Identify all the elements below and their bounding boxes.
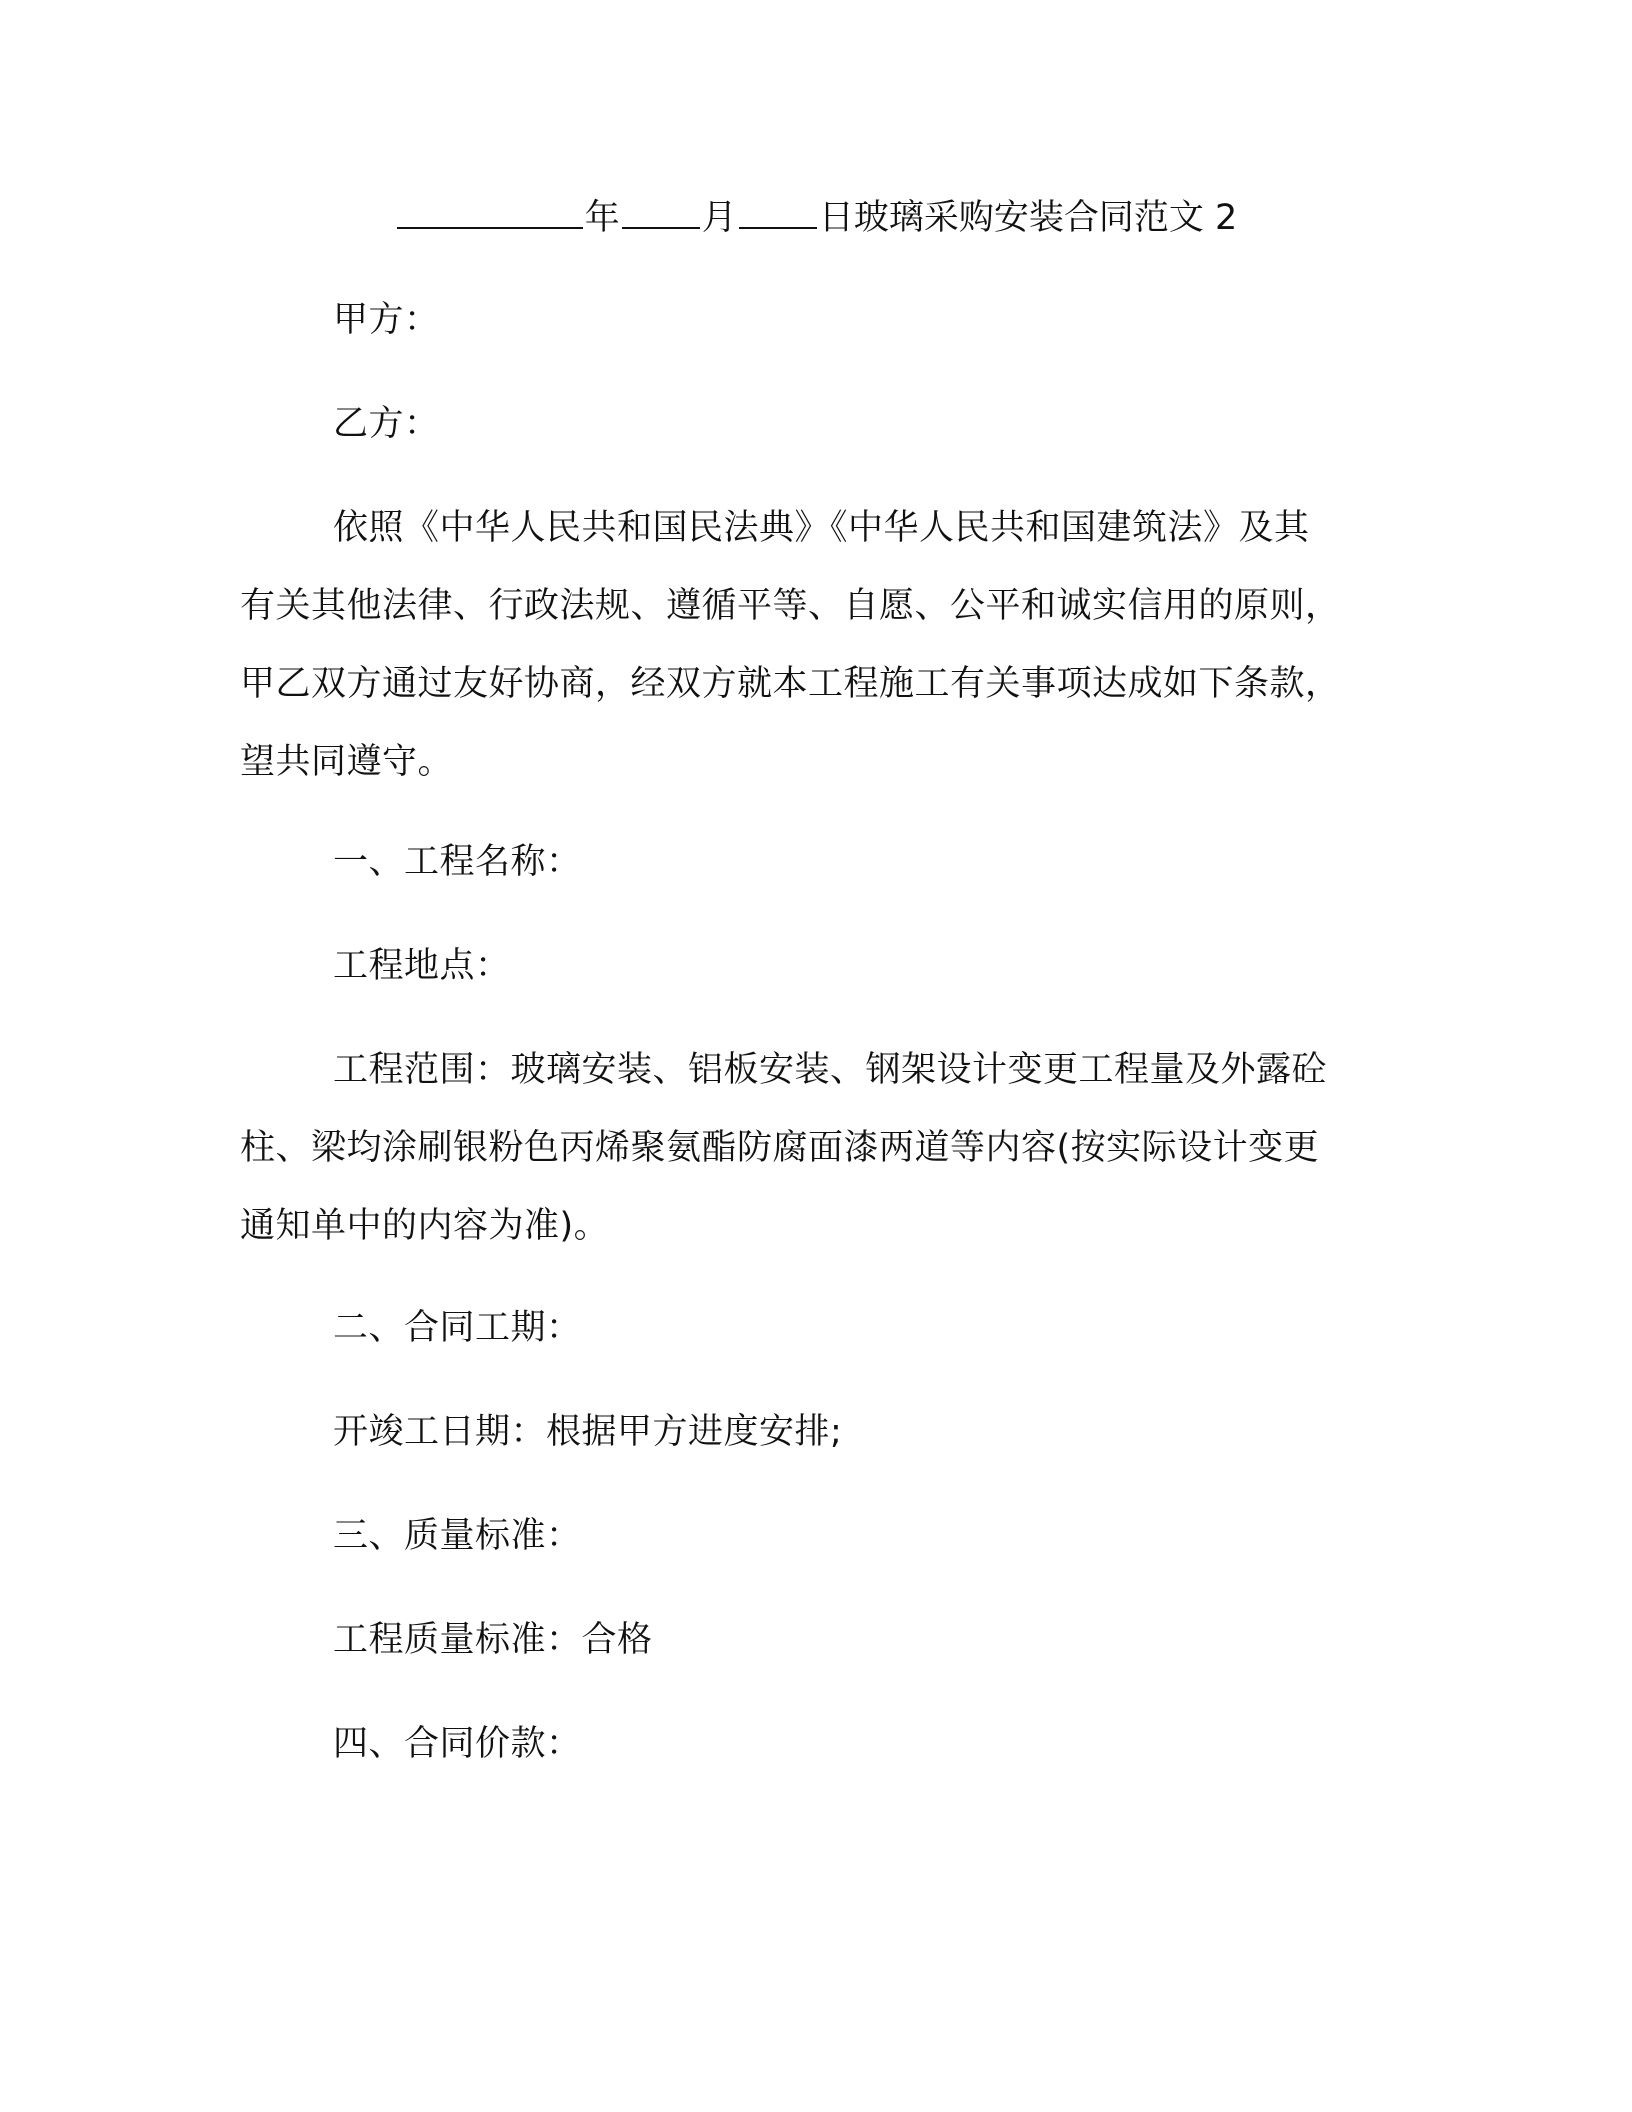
preamble-line-3: 甲乙双方通过友好协商，经双方就本工程施工有关事项达成如下条款， (240, 664, 1341, 704)
preamble-line-4: 望共同遵守。 (240, 742, 454, 782)
document-title (0, 194, 1632, 242)
party-a-label: 甲方： (333, 300, 440, 340)
section-2-heading: 二、合同工期： (333, 1308, 582, 1348)
project-location-label: 工程地点： (333, 946, 511, 986)
month-label: 月 (701, 198, 737, 238)
section-3-heading: 三、质量标准： (333, 1516, 582, 1556)
project-scope-line-1: 工程范围：玻璃安装、铝板安装、钢架设计变更工程量及外露砼 (333, 1050, 1328, 1090)
year-blank (397, 197, 583, 229)
project-scope-line-2: 柱、梁均涂刷银粉色丙烯聚氨酯防腐面漆两道等内容(按实际设计变更 (240, 1128, 1320, 1168)
month-blank (622, 197, 700, 229)
schedule-text: 开竣工日期：根据甲方进度安排; (333, 1412, 843, 1452)
project-scope-line-3: 通知单中的内容为准)。 (240, 1206, 610, 1246)
section-1-heading: 一、工程名称： (333, 842, 582, 882)
preamble-line-2: 有关其他法律、行政法规、遵循平等、自愿、公平和诚实信用的原则， (240, 586, 1341, 626)
section-4-heading: 四、合同价款： (333, 1724, 582, 1764)
title-text: 日玻璃采购安装合同范文 2 (818, 198, 1238, 238)
day-blank (739, 197, 817, 229)
party-b-label: 乙方： (333, 404, 440, 444)
quality-standard-text: 工程质量标准：合格 (333, 1620, 653, 1660)
preamble-line-1: 依照《中华人民共和国民法典》《中华人民共和国建筑法》及其 (333, 508, 1310, 548)
year-label: 年 (584, 198, 620, 238)
